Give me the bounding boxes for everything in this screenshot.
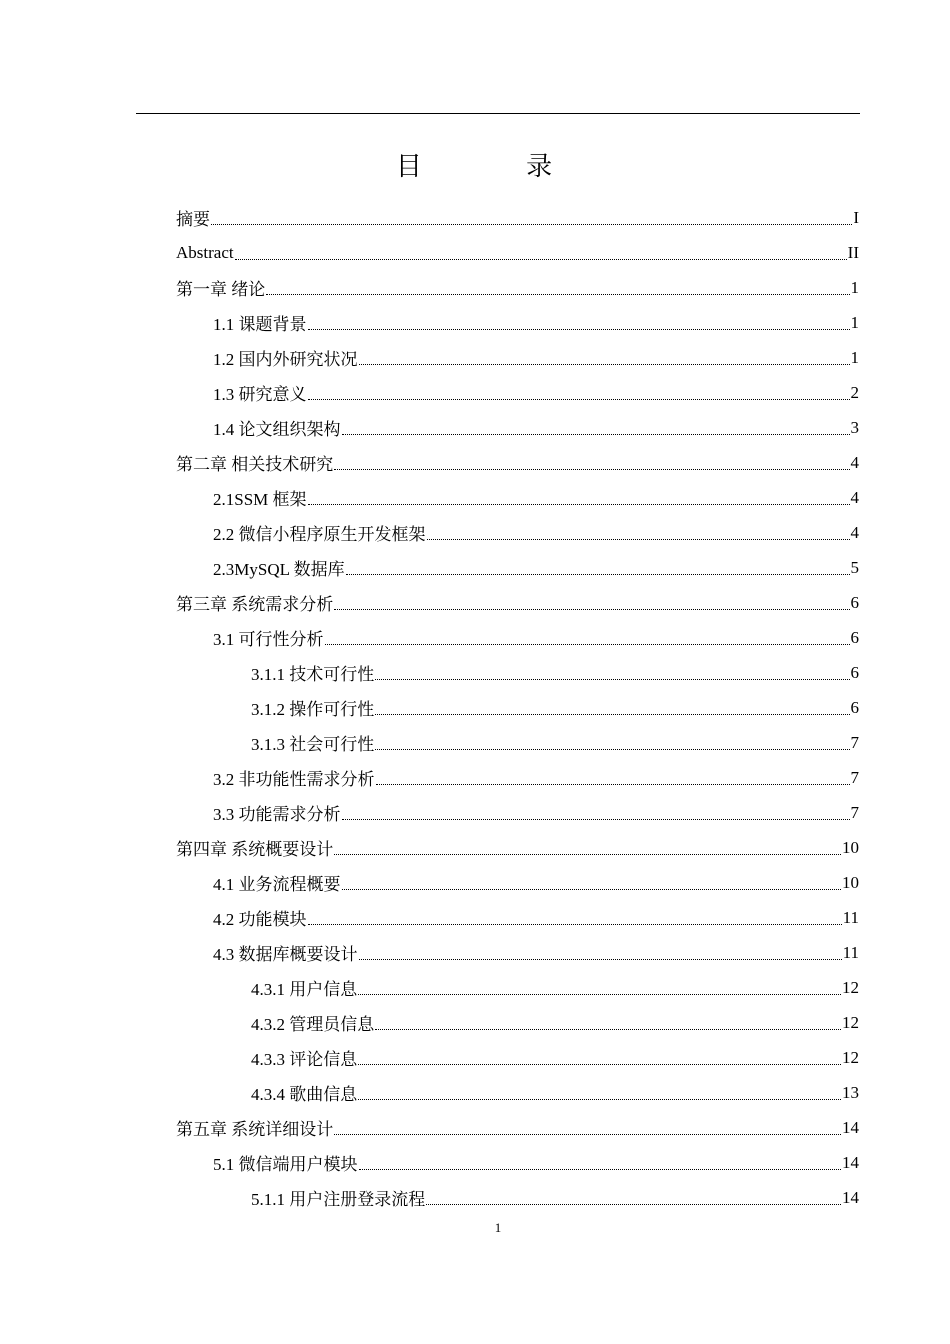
toc-entry-page: II [847,242,859,262]
toc-dot-leader [375,732,849,750]
toc-entry[interactable] [176,375,859,410]
toc-dot-leader [375,697,849,715]
toc-entry[interactable] [176,760,859,795]
toc-entry-title: 4.3 数据库概要设计 [213,940,358,965]
toc-entry-title: 3.2 非功能性需求分析 [213,765,375,790]
toc-entry-title: 5.1 微信端用户模块 [213,1150,358,1175]
toc-entry[interactable] [176,305,859,340]
table-of-contents [176,200,859,1215]
toc-dot-leader [359,1152,842,1170]
toc-dot-leader [376,767,850,785]
toc-dot-leader [359,347,850,365]
toc-entry[interactable] [176,655,859,690]
toc-entry[interactable] [176,690,859,725]
toc-entry-page: 6 [850,592,859,612]
toc-dot-leader [358,1047,841,1065]
toc-entry-page: 10 [842,872,859,892]
toc-entry-title: 第五章 系统详细设计 [176,1115,333,1140]
toc-entry[interactable] [176,935,859,970]
toc-entry[interactable] [176,1075,859,1110]
toc-entry-page: 6 [850,662,859,682]
toc-entry-title: 4.1 业务流程概要 [213,870,341,895]
toc-entry-page: 1 [850,277,859,297]
toc-dot-leader [266,277,849,295]
toc-entry[interactable] [176,410,859,445]
toc-dot-leader [334,1117,841,1135]
toc-entry-page: 11 [842,907,859,927]
toc-entry-title: 3.1 可行性分析 [213,625,324,650]
toc-dot-leader [334,452,849,470]
toc-dot-leader [334,592,849,610]
toc-entry[interactable] [176,970,859,1005]
toc-entry-title: 第三章 系统需求分析 [176,590,333,615]
toc-entry-title: 摘要 [176,205,210,230]
toc-entry[interactable] [176,1180,859,1215]
toc-dot-leader [342,802,850,820]
toc-entry[interactable] [176,1040,859,1075]
toc-entry-title: 4.2 功能模块 [213,905,307,930]
toc-entry[interactable] [176,200,859,235]
toc-entry-title: 第二章 相关技术研究 [176,450,333,475]
toc-entry-page: 12 [842,977,859,997]
toc-dot-leader [427,522,850,540]
toc-entry-title: 3.1.2 操作可行性 [251,695,374,720]
toc-dot-leader [426,1187,841,1205]
toc-entry-page: 12 [842,1047,859,1067]
toc-dot-leader [308,382,850,400]
toc-entry-page: 5 [850,557,859,577]
toc-dot-leader [342,417,850,435]
toc-entry[interactable] [176,235,859,270]
toc-entry[interactable] [176,1005,859,1040]
toc-entry-title: 5.1.1 用户注册登录流程 [251,1185,425,1210]
toc-entry-title: 2.1SSM 框架 [213,485,307,510]
toc-dot-leader [334,837,841,855]
toc-entry-title: 第一章 绪论 [176,275,265,300]
toc-entry[interactable] [176,550,859,585]
toc-entry-title: 2.3MySQL 数据库 [213,555,345,580]
toc-entry-page: 10 [842,837,859,857]
toc-entry[interactable] [176,900,859,935]
toc-dot-leader [308,312,850,330]
toc-entry-page: 14 [842,1117,859,1137]
toc-entry-page: 14 [842,1187,859,1207]
toc-dot-leader [359,942,842,960]
toc-dot-leader [375,1012,841,1030]
toc-dot-leader [358,1082,841,1100]
toc-entry[interactable] [176,340,859,375]
toc-dot-leader [325,627,850,645]
toc-entry-title: 4.3.3 评论信息 [251,1045,357,1070]
toc-entry-page: I [853,207,859,227]
toc-entry-page: 4 [850,522,859,542]
toc-entry[interactable] [176,585,859,620]
toc-entry-page: 12 [842,1012,859,1032]
toc-entry-title: 3.1.1 技术可行性 [251,660,374,685]
toc-entry-page: 1 [850,347,859,367]
toc-entry[interactable] [176,620,859,655]
toc-dot-leader [308,487,850,505]
toc-entry-page: 6 [850,697,859,717]
toc-entry-page: 4 [850,452,859,472]
toc-dot-leader [211,207,852,225]
page-number: 1 [494,1220,502,1235]
toc-entry-title: 4.3.1 用户信息 [251,975,357,1000]
toc-entry-title: 3.3 功能需求分析 [213,800,341,825]
toc-entry[interactable] [176,270,859,305]
toc-entry-page: 2 [850,382,859,402]
toc-entry[interactable] [176,445,859,480]
toc-dot-leader [342,872,842,890]
toc-entry-page: 11 [842,942,859,962]
toc-dot-leader [375,662,849,680]
toc-entry[interactable] [176,830,859,865]
toc-entry-page: 7 [850,802,859,822]
toc-entry-page: 13 [842,1082,859,1102]
toc-entry-page: 14 [842,1152,859,1172]
toc-entry[interactable] [176,725,859,760]
toc-entry-page: 7 [850,767,859,787]
toc-entry-page: 1 [850,312,859,332]
toc-entry-page: 3 [850,417,859,437]
toc-entry-title: 1.4 论文组织架构 [213,415,341,440]
toc-dot-leader [308,907,842,925]
toc-dot-leader [235,242,847,260]
toc-entry-title: 第四章 系统概要设计 [176,835,333,860]
toc-dot-leader [346,557,850,575]
header-rule [136,113,860,114]
page-title: 目 录 [395,152,601,182]
toc-entry-title: 1.1 课题背景 [213,310,307,335]
toc-entry-page: 7 [850,732,859,752]
toc-entry-title: 1.3 研究意义 [213,380,307,405]
toc-entry-page: 4 [850,487,859,507]
toc-dot-leader [358,977,841,995]
toc-entry-title: 1.2 国内外研究状况 [213,345,358,370]
toc-entry-page: 6 [850,627,859,647]
toc-entry-title: Abstract [176,242,234,262]
toc-entry-title: 4.3.2 管理员信息 [251,1010,374,1035]
toc-entry[interactable] [176,795,859,830]
toc-entry-title: 3.1.3 社会可行性 [251,730,374,755]
toc-entry[interactable] [176,1145,859,1180]
toc-entry[interactable] [176,515,859,550]
toc-entry-title: 2.2 微信小程序原生开发框架 [213,520,426,545]
toc-entry[interactable] [176,1110,859,1145]
toc-entry[interactable] [176,480,859,515]
toc-entry[interactable] [176,865,859,900]
toc-entry-title: 4.3.4 歌曲信息 [251,1080,357,1105]
